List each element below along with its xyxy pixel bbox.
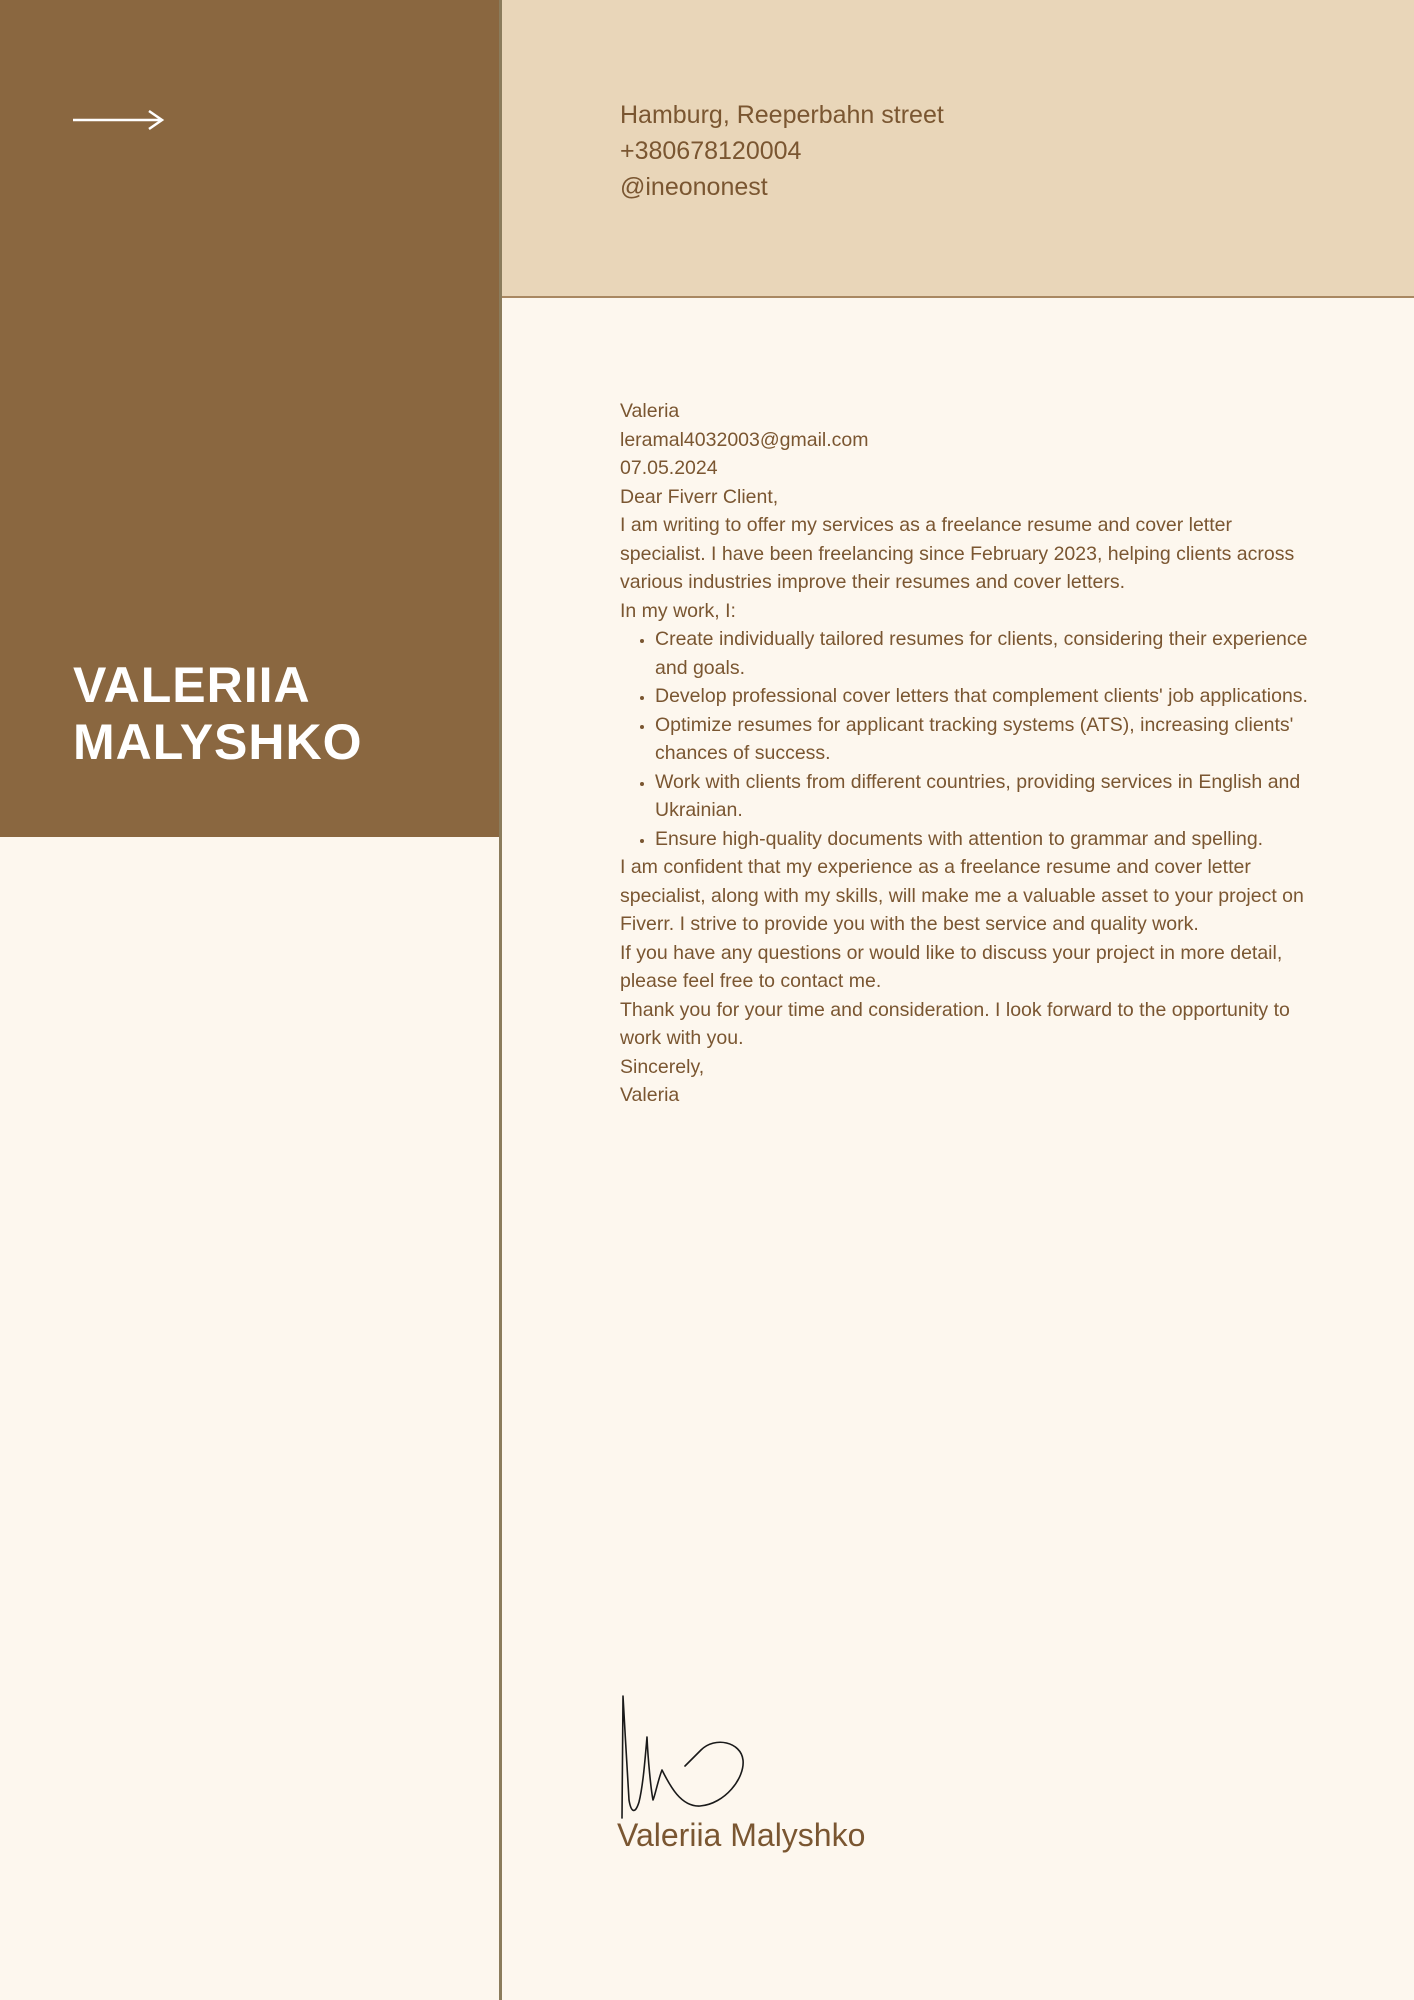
confidence-paragraph: I am confident that my experience as a freelance resume and cover letter specialist, along with my skills, will make me a valuable asset to your project on Fiverr. I strive to provide you with the best service and quality work. (620, 856, 1304, 935)
contact-address: Hamburg, Reeperbahn street (620, 101, 944, 129)
greeting: Dear Fiverr Client, (620, 485, 779, 508)
letter-date: 07.05.2024 (620, 457, 718, 479)
last-name: MALYSHKO (73, 714, 363, 770)
closing: Sincerely, (620, 1055, 705, 1078)
cover-letter-body (620, 397, 1310, 1110)
contact-handle: @ineononest (620, 173, 768, 201)
first-name: VALERIIA (73, 657, 311, 713)
list-item: • Develop professional cover letters that complement clients' job applications. (655, 682, 1310, 711)
contact-phone: +380678120004 (620, 137, 802, 165)
list-item: • Create individually tailored resumes for clients, considering their experience and goals. (655, 625, 1310, 682)
handwritten-signature-icon (615, 1690, 765, 1820)
closing-name: Valeria (620, 1084, 680, 1106)
list-item: • Ensure high-quality documents with attention to grammar and spelling. (655, 825, 1310, 854)
sender-email: leramal4032003@gmail.com (620, 428, 869, 451)
list-intro: In my work, I: (620, 599, 736, 622)
arrow-right-icon (73, 108, 165, 132)
applicant-name (73, 657, 363, 771)
list-item: • Optimize resumes for applicant tracking systems (ATS), increasing clients' chances of success. (655, 711, 1310, 768)
skills-list (620, 625, 1310, 853)
list-item: • Work with clients from different countries, providing services in English and Ukrainian. (655, 768, 1310, 825)
contact-info (620, 97, 944, 205)
vertical-divider (499, 0, 502, 2000)
contact-header (502, 0, 1414, 298)
questions-paragraph: If you have any questions or would like to discuss your project in more detail, please feel free to contact me. (620, 941, 1283, 992)
signature-name: Valeriia Malyshko (617, 1817, 866, 1853)
sender-name: Valeria (620, 400, 680, 422)
thanks-paragraph: Thank you for your time and consideration. I look forward to the opportunity to work with you. (620, 998, 1290, 1049)
intro-paragraph: I am writing to offer my services as a freelance resume and cover letter specialist. I have been freelancing since February 2023, helping clients across various industries improve their resumes and cover letters. (620, 514, 1295, 593)
name-panel (0, 0, 500, 837)
